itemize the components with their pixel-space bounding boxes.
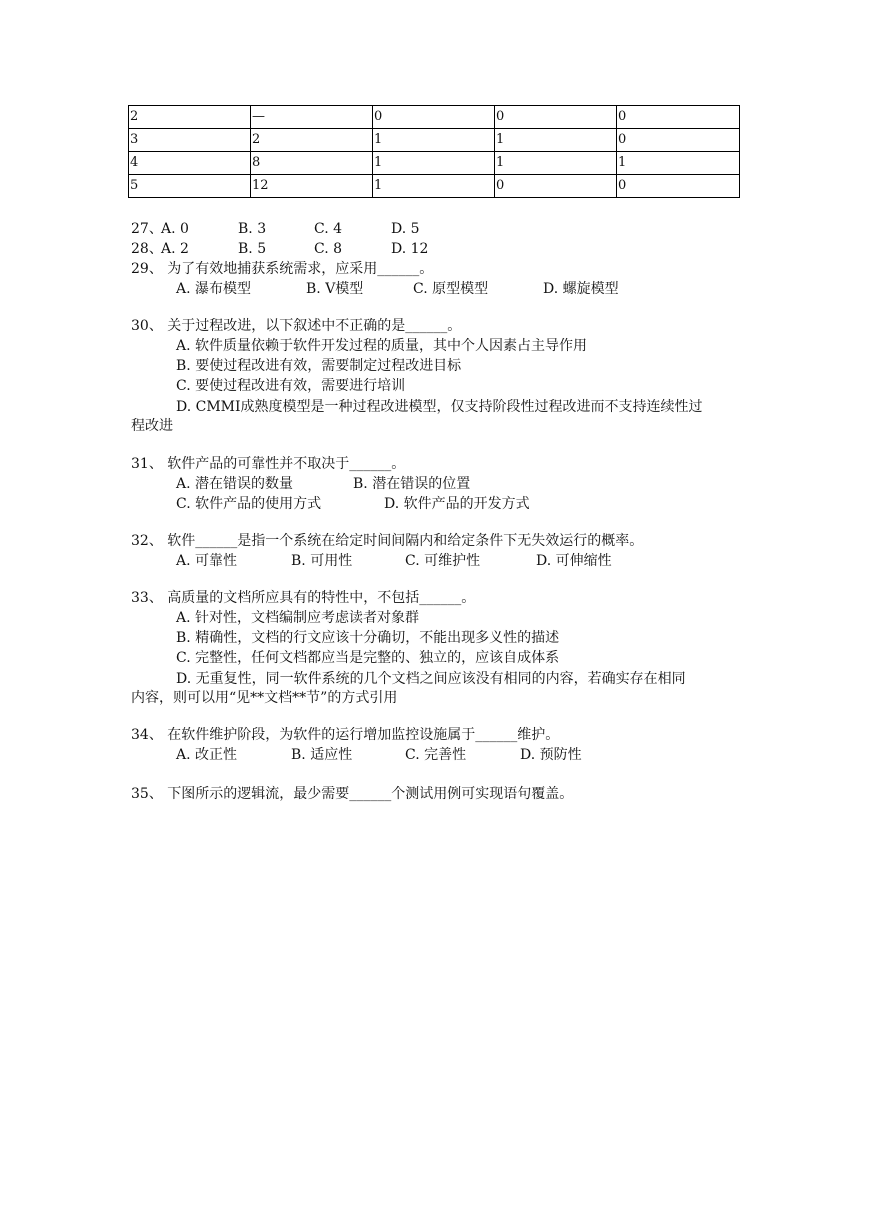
option-d: D. 预防性 [520,747,582,763]
question-35-stem: 35、 下图所示的逻辑流，最少需要______个测试用例可实现语句覆盖。 [131,786,574,802]
option-c: C. 完整性，任何文档都应当是完整的、独立的，应该自成体系 [176,650,560,666]
option-c: C. 4 [314,221,343,237]
option-c: C. 原型模型 [413,281,489,297]
table-cell: — [251,106,373,129]
option-a: A. 软件质量依赖于软件开发过程的质量，其中个人因素占主导作用 [176,338,588,354]
table-cell: 8 [251,152,373,175]
question-34-stem: 34、 在软件维护阶段，为软件的运行增加监控设施属于______维护。 [131,727,560,743]
option-a: A. 可靠性 [176,553,238,569]
question-31-stem: 31、 软件产品的可靠性并不取决于______。 [131,456,406,472]
table-cell: 0 [495,175,617,198]
option-d: D. 软件产品的开发方式 [384,496,530,512]
option-d: D. CMMI成熟度模型是一种过程改进模型，仅支持阶段性过程改进而不支持连续性过 [176,399,703,415]
option-b: B. 适应性 [291,747,353,763]
question-number: 28、 [131,241,163,257]
option-a: A. 瀑布模型 [176,281,252,297]
table-row [129,129,740,152]
option-c: C. 8 [314,241,343,257]
table-cell: 12 [251,175,373,198]
table-cell: 5 [129,175,251,198]
table-cell: 3 [129,129,251,152]
option-d: D. 5 [391,221,420,237]
option-d-continued: 内容，则可以用“见**文档**节”的方式引用 [131,690,398,706]
question-number: 27、 [131,221,163,237]
option-b: B. 5 [238,241,267,257]
question-30-stem: 30、 关于过程改进，以下叙述中不正确的是______。 [131,318,462,334]
data-table [128,105,740,198]
table-row [129,152,740,175]
option-d: D. 12 [391,241,429,257]
option-b: B. V模型 [306,281,364,297]
option-b: B. 精确性，文档的行文应该十分确切，不能出现多义性的描述 [176,630,560,646]
table-cell: 0 [617,106,740,129]
table-cell: 1 [373,152,495,175]
option-c: C. 可维护性 [405,553,481,569]
table-cell: 1 [495,152,617,175]
option-d: D. 无重复性，同一软件系统的几个文档之间应该没有相同的内容，若确实存在相同 [176,671,686,687]
option-c: C. 完善性 [405,747,467,763]
option-b: B. 3 [238,221,267,237]
option-a: A. 2 [161,241,189,257]
table-row [129,106,740,129]
option-a: A. 潜在错误的数量 [176,476,294,492]
option-b: B. 可用性 [291,553,353,569]
table-row [129,175,740,198]
table-cell: 0 [495,106,617,129]
option-c: C. 软件产品的使用方式 [176,496,322,512]
table-cell: 0 [617,129,740,152]
table-cell: 1 [617,152,740,175]
question-33-stem: 33、 高质量的文档所应具有的特性中，不包括______。 [131,590,476,606]
option-c: C. 要使过程改进有效，需要进行培训 [176,378,406,394]
option-a: A. 改正性 [176,747,238,763]
option-b: B. 要使过程改进有效，需要制定过程改进目标 [176,358,462,374]
table-cell: 4 [129,152,251,175]
option-b: B. 潜在错误的位置 [353,476,471,492]
option-d: D. 可伸缩性 [536,553,612,569]
question-29-stem: 29、 为了有效地捕获系统需求，应采用______。 [131,261,434,277]
table-cell: 0 [617,175,740,198]
table-cell: 0 [373,106,495,129]
table-cell: 1 [373,129,495,152]
question-32-stem: 32、 软件______是指一个系统在给定时间间隔内和给定条件下无失效运行的概率。 [131,533,644,549]
option-d-continued: 程改进 [131,418,173,434]
table-cell: 2 [129,106,251,129]
table-cell: 2 [251,129,373,152]
option-a: A. 针对性，文档编制应考虑读者对象群 [176,610,420,626]
table-cell: 1 [495,129,617,152]
option-a: A. 0 [161,221,189,237]
option-d: D. 螺旋模型 [543,281,619,297]
table-cell: 1 [373,175,495,198]
